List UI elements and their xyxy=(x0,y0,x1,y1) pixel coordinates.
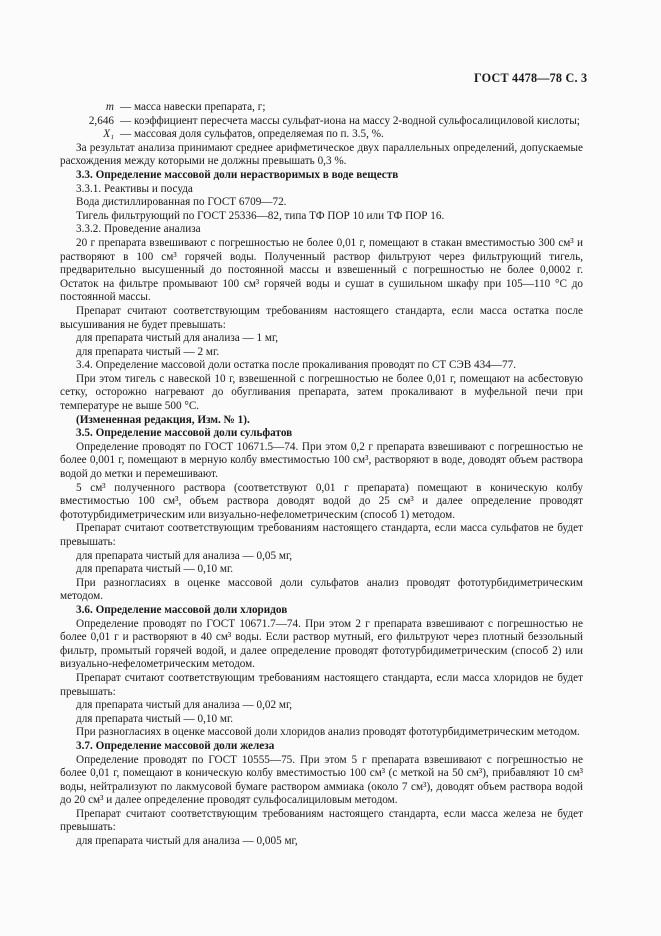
definition-text: — массовая доля сульфатов, определяемая по п. 3.5, %. xyxy=(120,128,384,141)
paragraph: При разногласиях в оценке массовой доли сульфатов анализ проводят фототурбидиметрическим методом. xyxy=(60,576,583,603)
definition-symbol: X₁ xyxy=(103,128,114,141)
paragraph: 20 г препарата взвешивают с погрешностью не более 0,01 г, помещают в стакан вместимостью 300 см³ и растворяют в 100 см³ горячей воды. Полученный раствор фильтруют через фильтрующий тигель, предварительно высушенный до постоянной массы и взвешенный с погрешностью не более 0,0002 г. Остаток на фильтре промывают 100 см³ горячей воды и сушат в сушильном шкафу при 105—110 °С до постоянной массы. xyxy=(60,236,583,304)
paragraph: Препарат считают соответствующим требованиям настоящего стандарта, если масса хлоридов не будет превышать: xyxy=(60,671,583,698)
page-header: ГОСТ 4478—78 С. 3 xyxy=(474,71,588,85)
definition-item xyxy=(60,101,583,115)
section-heading: 3.5. Определение массовой доли сульфатов xyxy=(76,427,293,440)
section-heading: 3.3. Определение массовой доли нерастворимых в воде веществ xyxy=(76,168,399,181)
section-heading: 3.6. Определение массовой доли хлоридов xyxy=(76,603,288,616)
text-line: Тигель фильтрующий по ГОСТ 25336—82, типа ТФ ПОР 10 или ТФ ПОР 16. xyxy=(76,209,445,222)
definition-text: — коэффициент пересчета массы сульфат-иона на массу 2-водной сульфосалициловой кислоты; xyxy=(120,114,580,127)
definition-item xyxy=(60,128,583,142)
text-line: для препарата чистый для анализа — 0,05 мг, xyxy=(76,549,293,562)
paragraph: Препарат считают соответствующим требованиям настоящего стандарта, если масса железа не будет превышать: xyxy=(60,807,583,834)
paragraph: 5 см³ полученного раствора (соответствуют 0,01 г препарата) помещают в коническую колбу вместимостью 100 см³, объем раствора доводят водой до 25 см³ и далее определение проводят фототурбидиметрическим или визуально-нефелометрическим (способ 1) методом. xyxy=(60,481,583,521)
paragraph: Определение проводят по ГОСТ 10671.5—74. При этом 0,2 г препарата взвешивают с погрешностью не более 0,001 г, помещают в мерную колбу вместимостью 100 см³, растворяют в воде, доводят объем раствора водой до метки и перемешивают. xyxy=(60,440,583,481)
text-line: 3.3.2. Проведение анализа xyxy=(76,223,201,236)
text-line: 3.4. Определение массовой доли остатка после прокаливания проводят по СТ СЭВ 434—77. xyxy=(76,359,517,372)
definition-symbol: 2,646 xyxy=(88,114,114,127)
paragraph: За результат анализа принимают среднее арифметическое двух параллельных определений, допускаемые расхождения между которыми не должны превышать 0,3 %. xyxy=(60,141,583,168)
paragraph: При разногласиях в оценке массовой доли хлоридов анализ проводят фототурбидиметрическим методом. xyxy=(76,726,580,739)
text-line: для препарата чистый — 0,10 мг. xyxy=(76,712,234,725)
definition-text: — масса навески препарата, г; xyxy=(120,101,266,113)
text-line: для препарата чистый для анализа — 0,005 мг, xyxy=(76,835,298,848)
paragraph: Определение проводят по ГОСТ 10555—75. При этом 5 г препарата взвешивают с погрешностью не более 0,01 г, помещают в коническую колбу вместимостью 100 см³ (с меткой на 50 см³), прибавляют 10 см³ воды, нейтрализуют по лакмусовой бумаге раствором аммиака (около 7 см³), доводят объем раствора водой до 20 см³ и далее определение проводят сульфосалициловым методом. xyxy=(60,753,583,807)
text-line: Вода дистиллированная по ГОСТ 6709—72. xyxy=(76,196,287,209)
section-heading: (Измененная редакция, Изм. № 1). xyxy=(76,413,250,426)
definition-symbol: m xyxy=(105,101,114,113)
text-line: для препарата чистый для анализа — 0,02 мг, xyxy=(76,699,293,712)
text-line: для препарата чистый для анализа — 1 мг, xyxy=(76,332,279,345)
text-line: 3.3.1. Реактивы и посуда xyxy=(76,182,193,195)
paragraph: Препарат считают соответствующим требованиям настоящего стандарта, если масса сульфатов не будет превышать: xyxy=(60,522,583,548)
text-line: для препарата чистый — 0,10 мг. xyxy=(76,563,234,576)
document-body xyxy=(60,101,583,849)
paragraph: При этом тигель с навеской 10 г, взвешенной с погрешностью не более 0,01 г, помещают на асбестовую сетку, осторожно нагревают до обугливания препарата, затем прокаливают в муфельной печи при температуре не выше 500 °С. xyxy=(60,372,583,413)
section-heading: 3.7. Определение массовой доли железа xyxy=(76,739,275,752)
text-line: для препарата чистый — 2 мг. xyxy=(76,345,220,358)
definition-item xyxy=(60,115,583,129)
paragraph: Препарат считают соответствующим требованиям настоящего стандарта, если масса остатка после высушивания не будет превышать: xyxy=(60,304,583,331)
paragraph: Определение проводят по ГОСТ 10671.7—74. При этом 2 г препарата взвешивают с погрешностью не более 0,01 г и растворяют в 40 см³ воды. Если раствор мутный, его фильтруют через плотный беззольный фильтр, промытый горячей водой, и далее определение проводят фототурбидиметрическим (способ 2) или визуально-нефелометрическим методом. xyxy=(60,617,583,671)
